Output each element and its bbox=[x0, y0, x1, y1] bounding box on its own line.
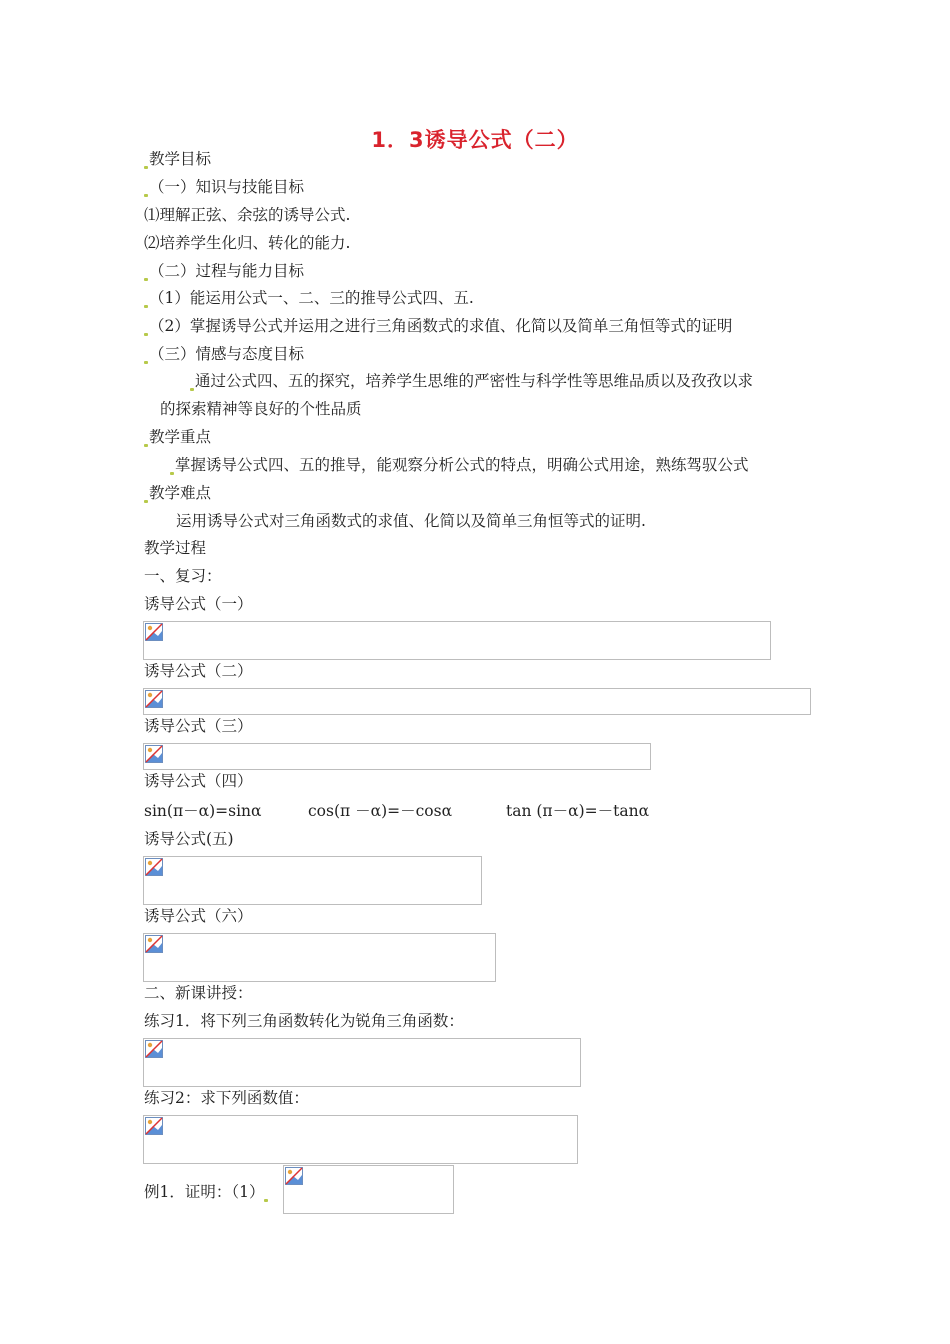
goal-3a: 通过公式四、五的探究，培养学生思维的严密性与科学性等思维品质以及孜孜以求 bbox=[190, 371, 753, 391]
broken-image-icon bbox=[145, 1040, 163, 1058]
goal-2b: （2）掌握诱导公式并运用之进行三角函数式的求值、化简以及简单三角恒等式的证明 bbox=[144, 316, 732, 336]
formula-3-image bbox=[143, 743, 651, 770]
formula-2-image bbox=[143, 688, 811, 715]
formula-5-label: 诱导公式(五) bbox=[144, 830, 234, 848]
goal-3b: 的探索精神等良好的个性品质 bbox=[160, 400, 362, 418]
formula-4-tan: tan (π－α)=－tanα bbox=[506, 802, 650, 820]
heading-process: 教学过程 bbox=[144, 539, 207, 557]
heading-difficulties: 教学难点 bbox=[144, 483, 211, 503]
example-1-label: 例1．证明：（1） bbox=[144, 1182, 269, 1202]
broken-image-icon bbox=[145, 745, 163, 763]
exercise-1-image bbox=[143, 1038, 581, 1087]
formula-4-row bbox=[144, 799, 744, 821]
heading-review: 一、复习： bbox=[144, 567, 222, 585]
goal-1a: ⑴理解正弦、余弦的诱导公式. bbox=[144, 206, 351, 224]
goal-1b: ⑵培养学生化归、转化的能力. bbox=[144, 234, 351, 252]
broken-image-icon bbox=[145, 1117, 163, 1135]
broken-image-icon bbox=[145, 690, 163, 708]
key-points-text: 掌握诱导公式四、五的推导，能观察分析公式的特点，明确公式用途，熟练驾驭公式 bbox=[170, 455, 749, 475]
page-title: 1．3诱导公式（二） bbox=[371, 128, 579, 152]
heading-goals: 教学目标 bbox=[144, 149, 211, 169]
goal-3-heading: （三）情感与态度目标 bbox=[144, 344, 304, 364]
formula-2-label: 诱导公式（二） bbox=[144, 662, 253, 680]
formula-5-image bbox=[143, 856, 482, 905]
heading-new-lesson: 二、新课讲授： bbox=[144, 984, 253, 1002]
heading-key-points: 教学重点 bbox=[144, 427, 211, 447]
formula-3-label: 诱导公式（三） bbox=[144, 717, 253, 735]
broken-image-icon bbox=[285, 1167, 303, 1185]
exercise-2-label: 练习2：求下列函数值： bbox=[144, 1089, 309, 1107]
formula-4-cos: cos(π －α)=－cosα bbox=[308, 802, 453, 820]
exercise-1-label: 练习1．将下列三角函数转化为锐角三角函数： bbox=[144, 1012, 464, 1030]
exercise-2-image bbox=[143, 1115, 578, 1164]
broken-image-icon bbox=[145, 623, 163, 641]
formula-4-label: 诱导公式（四） bbox=[144, 772, 253, 790]
broken-image-icon bbox=[145, 935, 163, 953]
goal-2-heading: （二）过程与能力目标 bbox=[144, 261, 304, 281]
formula-1-label: 诱导公式（一） bbox=[144, 595, 253, 613]
difficulties-text: 运用诱导公式对三角函数式的求值、化简以及简单三角恒等式的证明. bbox=[176, 512, 646, 530]
formula-4-sin: sin(π－α)=sinα bbox=[144, 802, 262, 820]
formula-6-label: 诱导公式（六） bbox=[144, 907, 253, 925]
example-1-image bbox=[283, 1165, 454, 1214]
goal-2a: （1）能运用公式一、二、三的推导公式四、五. bbox=[144, 288, 474, 308]
broken-image-icon bbox=[145, 858, 163, 876]
formula-6-image bbox=[143, 933, 496, 982]
formula-1-image bbox=[143, 621, 771, 660]
goal-1-heading: （一）知识与技能目标 bbox=[144, 177, 304, 197]
